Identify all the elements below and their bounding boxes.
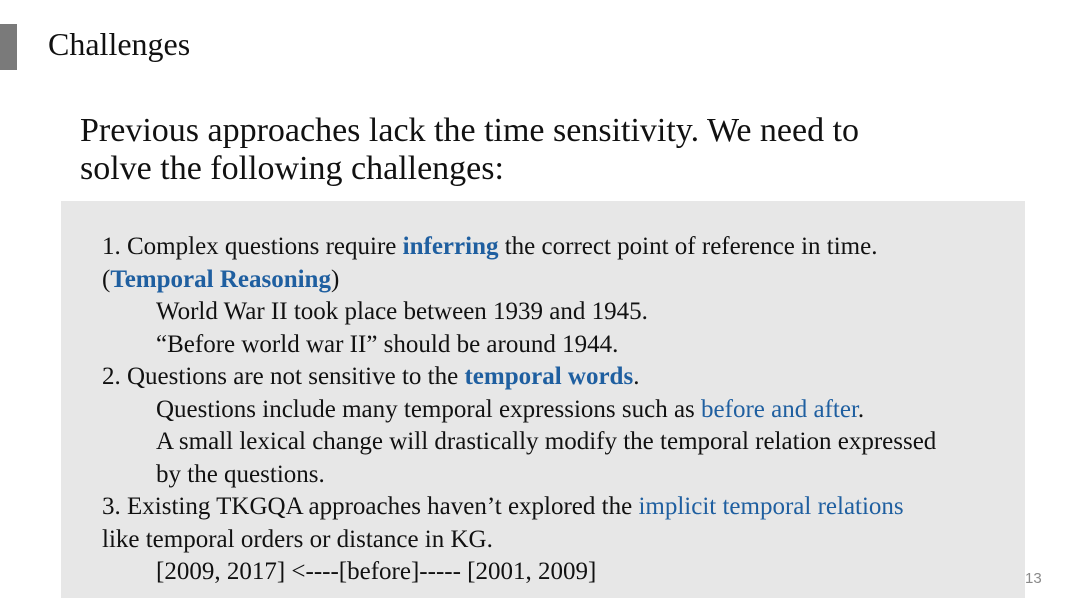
- challenge-2-detail-2-line-2: by the questions.: [156, 460, 325, 488]
- challenge-1-prefix: 1. Complex questions require: [102, 233, 403, 260]
- challenge-3-line-2: like temporal orders or distance in KG.: [102, 525, 493, 553]
- challenge-3-prefix: 3. Existing TKGQA approaches haven’t explored the: [102, 493, 639, 520]
- challenge-2-prefix: 2. Questions are not sensitive to the: [102, 363, 465, 390]
- challenge-2-detail-1-suffix: .: [857, 395, 865, 423]
- challenge-3-example: [2009, 2017] <----[before]----- [2001, 2009]: [156, 558, 597, 585]
- intro-text: [80, 112, 980, 188]
- challenge-2-detail-2-line-1: A small lexical change will drastically modify the temporal relation expressed: [156, 428, 937, 455]
- challenge-2-detail-1-prefix: Questions include many temporal expressions such as: [156, 395, 702, 423]
- challenge-1-tag-open: (: [102, 265, 111, 293]
- challenge-1-suffix: the correct point of reference in time.: [498, 233, 878, 260]
- challenges-box: [61, 201, 1025, 598]
- challenge-2-detail-1: [102, 394, 1017, 427]
- challenge-3-highlight: implicit temporal relations: [638, 493, 904, 520]
- challenge-2-highlight: temporal words: [464, 363, 634, 390]
- intro-line-2: solve the following challenges:: [80, 150, 504, 187]
- challenge-1-example-2: “Before world war II” should be around 1944.: [156, 330, 619, 358]
- challenge-1-highlight: inferring: [402, 233, 499, 260]
- challenge-1-tag-line: [102, 264, 1017, 297]
- challenge-1-tag-close: ): [330, 265, 340, 293]
- intro-line-1: Previous approaches lack the time sensitivity. We need to: [80, 112, 860, 149]
- slide-title: Challenges: [48, 26, 191, 62]
- challenge-2-suffix: .: [633, 363, 640, 390]
- challenge-3-heading: [102, 491, 1017, 524]
- challenge-1-tag: Temporal Reasoning: [110, 265, 331, 293]
- title-accent-bar: [0, 24, 17, 70]
- challenge-1-example-1: World War II took place between 1939 and 1945.: [156, 298, 648, 325]
- page-number: 13: [1025, 570, 1042, 587]
- challenge-2-detail-1-highlight: before and after: [701, 395, 858, 423]
- challenge-2-heading: [102, 361, 1017, 394]
- challenges-list: [102, 231, 1017, 589]
- challenge-1-heading: [102, 231, 1017, 264]
